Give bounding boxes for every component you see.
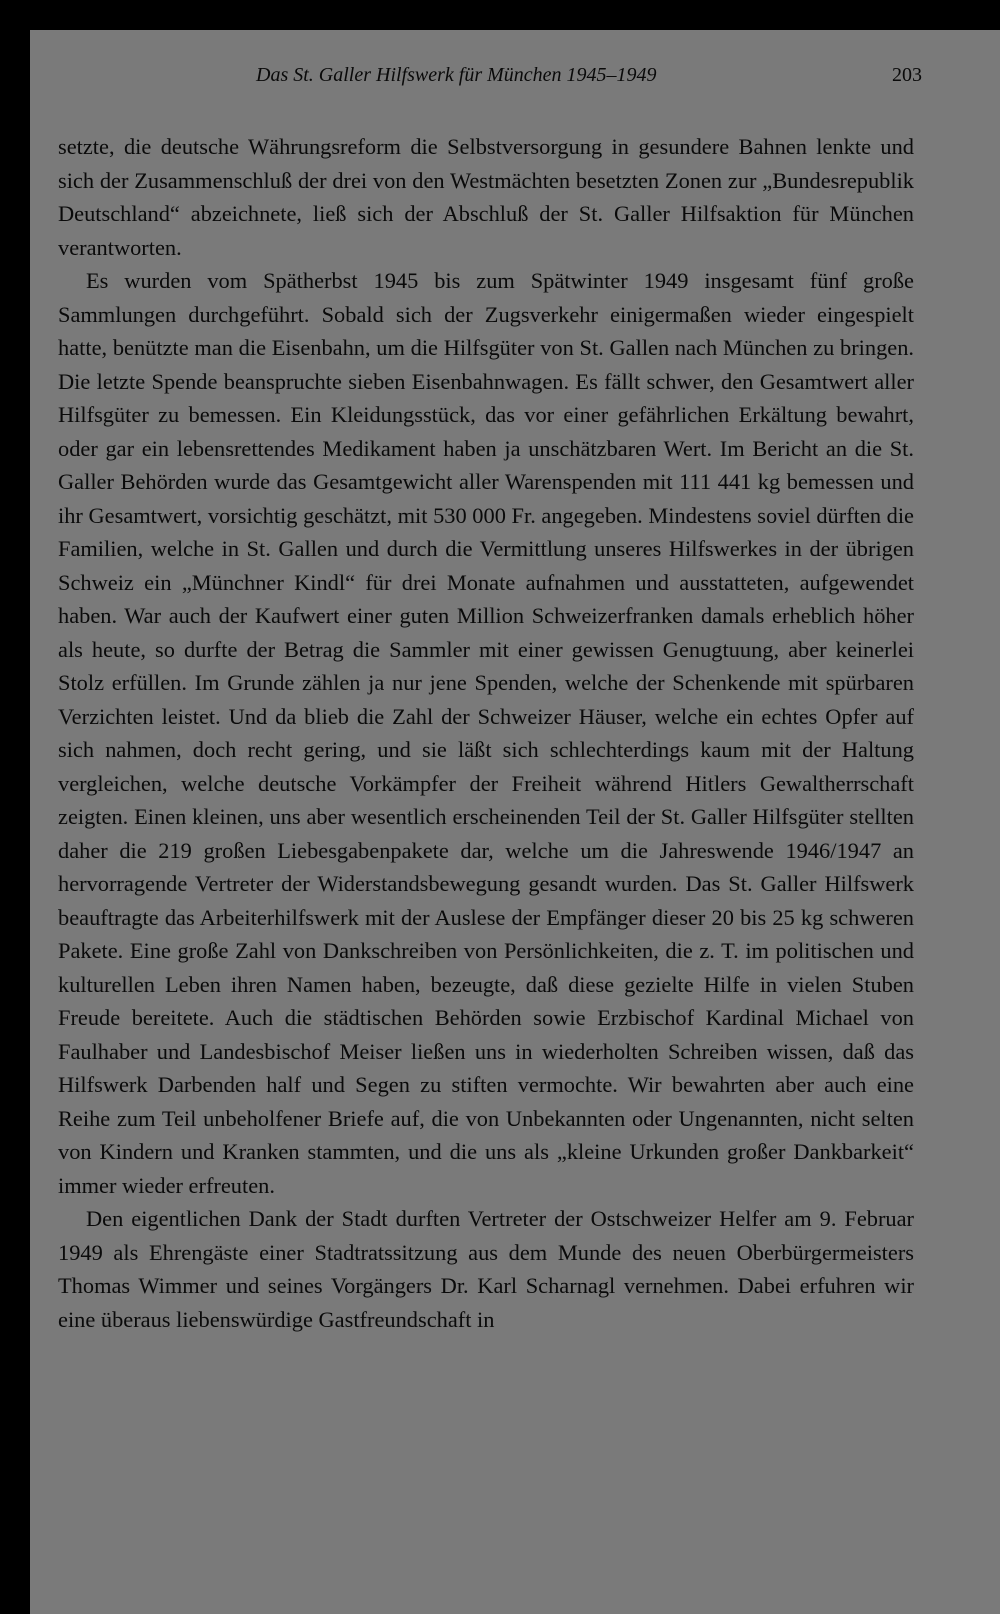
paragraph: Den eigentlichen Dank der Stadt durften Vertreter der Ostschweizer Helfer am 9. Februar 1949 als Ehrengäste einer Stadtratssitzung aus dem Munde des neuen Oberbürgermeisters Thomas Wimmer und seines Vorgängers Dr. Karl Scharnagl vernehmen. Dabei erfuhren wir eine überaus liebenswürdige Gastfreundschaft in [58,1206,914,1332]
page-number: 203 [892,64,922,86]
body-text [58,130,914,1336]
scanned-book-page [30,30,1000,1614]
paragraph-continued: setzte, die deutsche Währungsreform die Selbstversorgung in gesundere Bahnen lenkte und sich der Zusammenschluß der drei von den Westmächten besetzten Zonen zur „Bundesrepublik Deutschland“ abzeichnete, ließ sich der Abschluß der St. Galler Hilfsaktion für München verantworten. [58,134,914,260]
running-head: Das St. Galler Hilfswerk für München 1945–1949 [256,64,657,86]
paragraph: Es wurden vom Spätherbst 1945 bis zum Spätwinter 1949 insgesamt fünf große Sammlungen durchgeführt. Sobald sich der Zugsverkehr einigermaßen wieder eingespielt hatte, benützte man die Eisenbahn, um die Hilfsgüter von St. Gallen nach München zu bringen. Die letzte Spende beanspruchte sieben Eisenbahnwagen. Es fällt schwer, den Gesamtwert aller Hilfsgüter zu bemessen. Ein Kleidungsstück, das vor einer gefährlichen Erkältung bewahrt, oder gar ein lebensrettendes Medikament haben ja unschätzbaren Wert. Im Bericht an die St. Galler Behörden wurde das Gesamtgewicht aller Warenspenden mit 111 441 kg bemessen und ihr Gesamtwert, vorsichtig geschätzt, mit 530 000 Fr. angegeben. Mindestens soviel dürften die Familien, welche in St. Gallen und durch die Vermittlung unseres Hilfswerkes in der übrigen Schweiz ein „Münchner Kindl“ für drei Monate aufnahmen und ausstatteten, aufgewendet haben. War auch der Kaufwert einer guten Million Schweizerfranken damals erheblich höher als heute, so durfte der Betrag die Sammler mit einer gewissen Genugtuung, aber keinerlei Stolz erfüllen. Im Grunde zählen ja nur jene Spenden, welche der Schenkende mit spürbaren Verzichten leistet. Und da blieb die Zahl der Schweizer Häuser, welche ein echtes Opfer auf sich nahmen, doch recht gering, und sie läßt sich schlechterdings kaum mit der Haltung vergleichen, welche deutsche Vorkämpfer der Freiheit während Hitlers Gewaltherrschaft zeigten. Einen kleinen, uns aber wesentlich erscheinenden Teil der St. Galler Hilfsgüter stellten daher die 219 großen Liebesgabenpakete dar, welche um die Jahreswende 1946/1947 an hervorragende Vertreter der Widerstandsbewegung gesandt wurden. Das St. Galler Hilfswerk beauftragte das Arbeiterhilfswerk mit der Auslese der Empfänger dieser 20 bis 25 kg schweren Pakete. Eine große Zahl von Dankschreiben von Persönlichkeiten, die z. T. im politischen und kulturellen Leben ihren Namen haben, bezeugte, daß diese gezielte Hilfe in vielen Stuben Freude bereitete. Auch die städtischen Behörden sowie Erzbischof Kardinal Michael von Faulhaber und Landesbischof Meiser ließen uns in wiederholten Schreiben wissen, daß das Hilfswerk Darbenden half und Segen zu stiften vermochte. Wir bewahrten aber auch eine Reihe zum Teil unbeholfener Briefe auf, die von Unbekannten oder Ungenannten, nicht selten von Kindern und Kranken stammten, und die uns als „kleine Urkunden großer Dankbarkeit“ immer wieder erfreuten. [58,268,914,1198]
page-header [30,64,1000,94]
